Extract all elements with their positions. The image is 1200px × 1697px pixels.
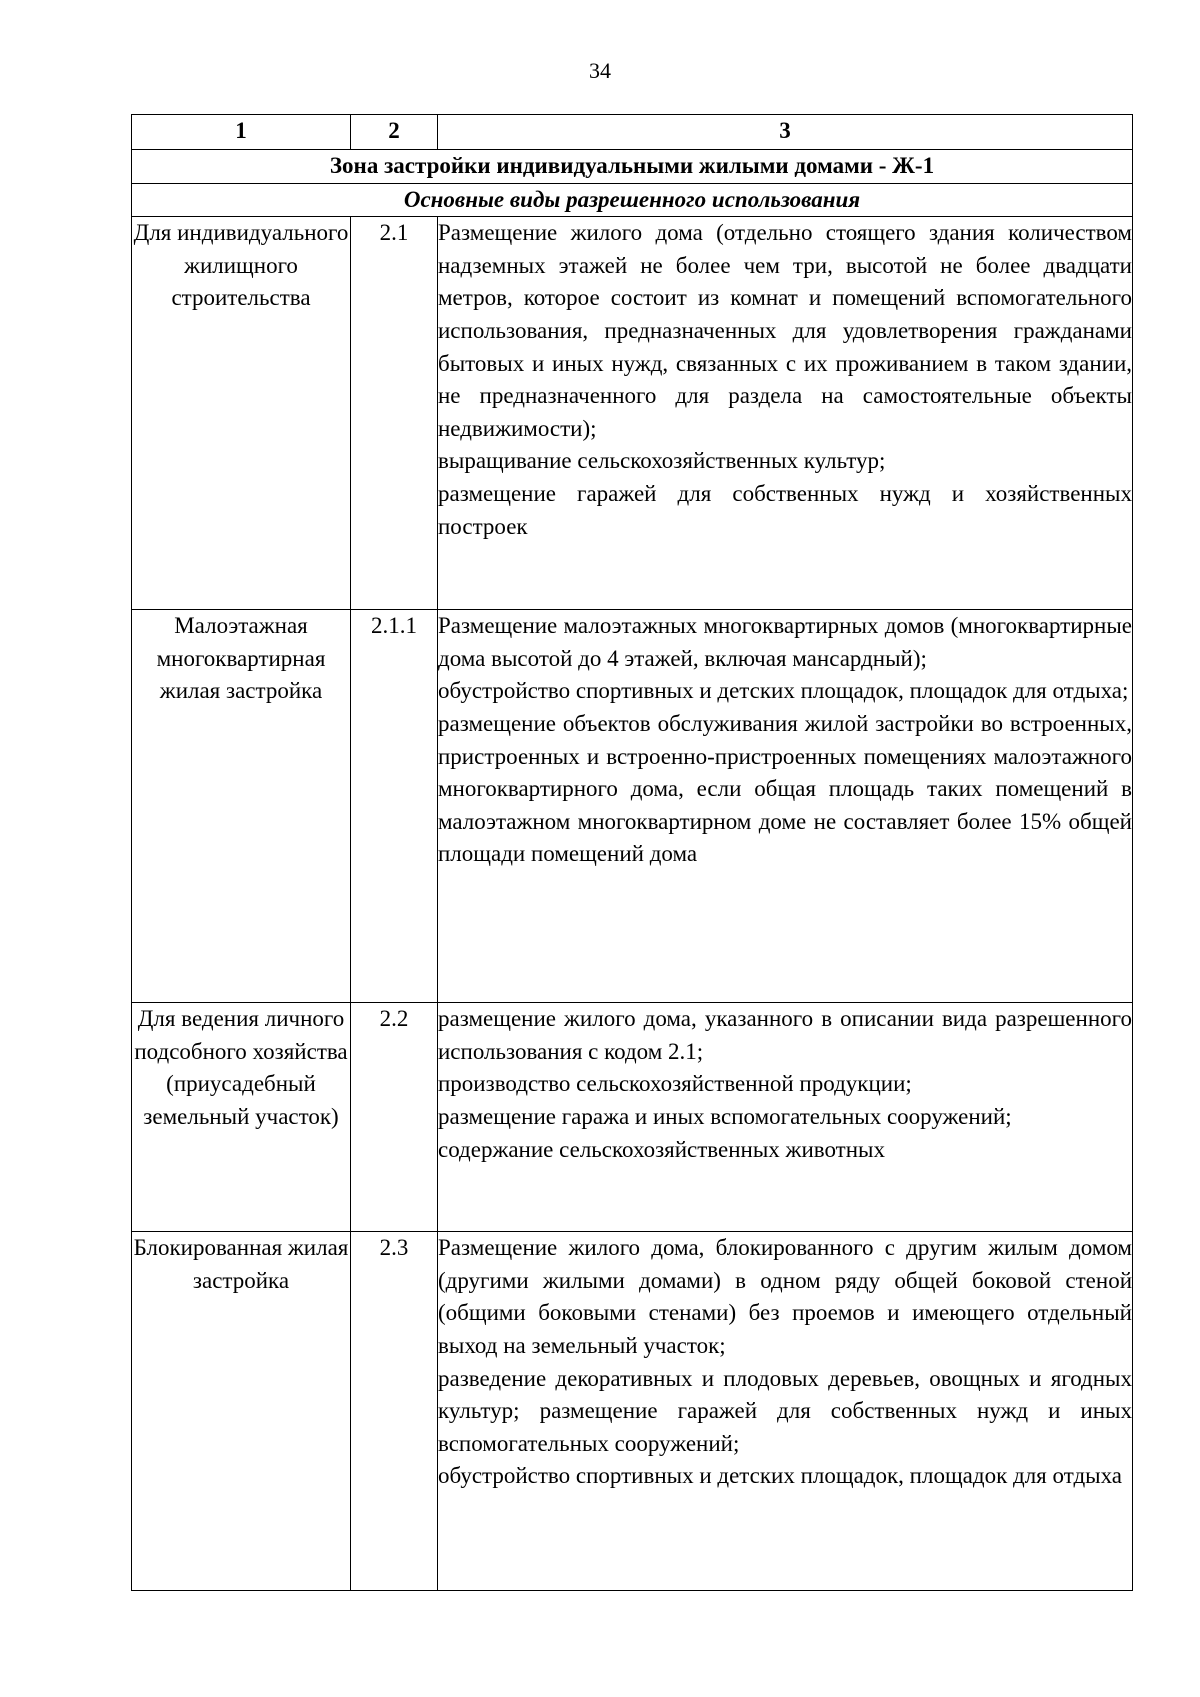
section-subtitle: Основные виды разрешенного использования xyxy=(132,183,1133,217)
column-header-1: 1 xyxy=(132,115,351,150)
table-row xyxy=(132,1003,1133,1232)
description-paragraph: Размещение малоэтажных многоквартирных домов (многоквартирные дома высотой до 4 этажей, включая мансардный); xyxy=(438,613,1132,671)
description-paragraph: размещение объектов обслуживания жилой застройки во встроенных, пристроенных и встроенно-пристроенных помещениях малоэтажного многоквартирного дома, если общая площадь таких помещений в малоэтажном многоквартирном доме не составляет более 15% общей площади помещений дома xyxy=(438,710,1132,867)
description-paragraph: обустройство спортивных и детских площадок, площадок для отдыха xyxy=(438,1463,1123,1489)
use-type-name: Блокированная жилая застройка xyxy=(132,1232,351,1591)
use-type-description xyxy=(438,1003,1133,1232)
use-type-description xyxy=(438,610,1133,1003)
page-number: 34 xyxy=(589,58,611,83)
use-type-code: 2.3 xyxy=(351,1232,438,1591)
use-type-name: Малоэтажная многоквартирная жилая застройка xyxy=(132,610,351,1003)
table-row xyxy=(132,610,1133,1003)
description-paragraph: содержание сельскохозяйственных животных xyxy=(438,1136,885,1162)
zone-title-row xyxy=(132,150,1133,184)
description-paragraph: размещение гаражей для собственных нужд и хозяйственных построек xyxy=(438,480,1132,539)
description-paragraph: размещение гаража и иных вспомогательных сооружений; xyxy=(438,1103,1012,1129)
column-header-2: 2 xyxy=(351,115,438,150)
column-header-row xyxy=(132,115,1133,150)
description-paragraph: Размещение жилого дома (отдельно стоящего здания количеством надземных этажей не более чем три, высотой не более двадцати метров, которое состоит из комнат и помещений вспомогательного использования, предназначенных для удовлетворения гражданами бытовых и иных нужд, связанных с их проживанием в таком здании, не предназначенного для раздела на самостоятельные объекты недвижимости); xyxy=(438,220,1132,441)
use-type-name: Для индивидуального жилищного строительства xyxy=(132,217,351,610)
use-type-description xyxy=(438,1232,1133,1591)
column-header-3: 3 xyxy=(438,115,1133,150)
description-paragraph: производство сельскохозяйственной продукции; xyxy=(438,1071,912,1097)
use-type-code: 2.1 xyxy=(351,217,438,610)
land-use-table xyxy=(131,114,1133,1591)
zone-title: Зона застройки индивидуальными жилыми домами - Ж-1 xyxy=(132,150,1133,184)
description-paragraph: размещение жилого дома, указанного в описании вида разрешенного использования с кодом 2.1; xyxy=(438,1006,1132,1064)
table-row xyxy=(132,217,1133,610)
use-type-code: 2.2 xyxy=(351,1003,438,1232)
use-type-description xyxy=(438,217,1133,610)
description-paragraph: разведение декоративных и плодовых деревьев, овощных и ягодных культур; размещение гаражей для собственных нужд и иных вспомогательных сооружений; xyxy=(438,1365,1132,1456)
subtitle-row xyxy=(132,183,1133,217)
description-paragraph: выращивание сельскохозяйственных культур; xyxy=(438,448,886,474)
use-type-name: Для ведения личного подсобного хозяйства (приусадебный земельный участок) xyxy=(132,1003,351,1232)
table-row xyxy=(132,1232,1133,1591)
use-type-code: 2.1.1 xyxy=(351,610,438,1003)
description-paragraph: Размещение жилого дома, блокированного с другим жилым домом (другими жилыми домами) в одном ряду общей боковой стеной (общими боковыми стенами) без проемов и имеющего отдельный выход на земельный участок; xyxy=(438,1235,1132,1358)
description-paragraph: обустройство спортивных и детских площадок, площадок для отдыха; xyxy=(438,678,1129,704)
